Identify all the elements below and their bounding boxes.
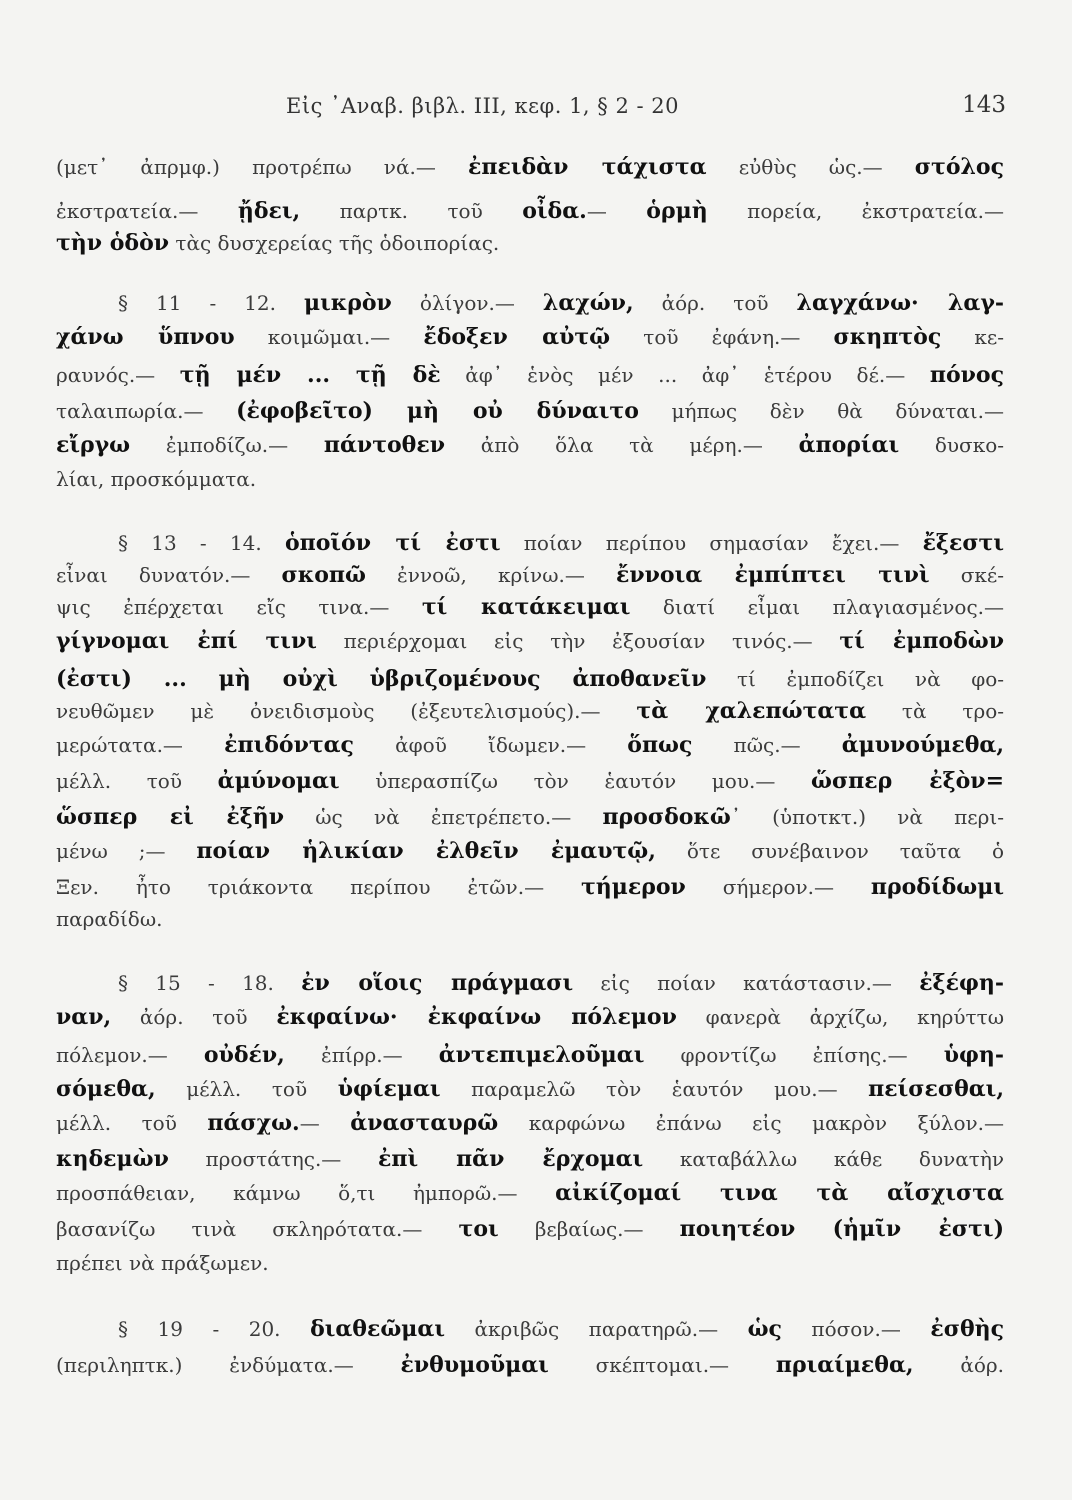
gloss-text: διατί εἶμαι πλαγιασμένος.—	[630, 595, 1005, 619]
gloss-text: παρτκ. τοῦ	[300, 199, 523, 223]
gloss-text: πρέπει νὰ πράξωμεν.	[56, 1251, 269, 1275]
lemma-term: τὰ χαλεπώτατα	[636, 698, 867, 724]
text-line	[56, 528, 1004, 558]
lemma-term: ἔδοξεν αὐτῷ	[423, 324, 611, 350]
gloss-text: ἀόρ.	[913, 1353, 1004, 1377]
gloss-text: καταβάλλω κάθε δυνατὴν	[643, 1147, 1004, 1171]
lemma-term: ὥσπερ εἰ ἐξῆν	[56, 804, 284, 830]
text-line	[56, 730, 1004, 760]
text-line	[56, 1214, 1004, 1244]
running-head	[56, 92, 1006, 126]
lemma-term: ὁποῖόν τί ἐστι	[284, 530, 501, 556]
gloss-text: τὰ τρο-	[866, 699, 1004, 723]
gloss-text: σκέ-	[929, 563, 1004, 587]
gloss-text: κε-	[941, 325, 1004, 349]
lemma-term: ὥσπερ ἐξὸν=	[811, 768, 1005, 794]
gloss-text: ἐπίρρ.—	[284, 1043, 439, 1067]
text-line	[56, 836, 1004, 866]
lemma-term: ἀνασταυρῶ	[350, 1110, 499, 1136]
text-line	[56, 968, 1004, 998]
lemma-term: διαθεῶμαι	[310, 1316, 445, 1342]
gloss-text: μήπως δὲν θὰ δύναται.—	[638, 399, 1004, 423]
gloss-text: πόσον.—	[781, 1317, 931, 1341]
gloss-text: βασανίζω τινὰ σκληρότατα.—	[56, 1217, 459, 1241]
lemma-term: εἴργω	[56, 432, 131, 458]
lemma-term: ἀντεπιμελοῦμαι	[438, 1042, 645, 1068]
lemma-term: λαχών,	[542, 290, 634, 316]
lemma-term: ἔννοια ἐμπίπτει τινὶ	[616, 562, 930, 588]
text-line	[56, 802, 1004, 832]
gloss-text: σήμερον.—	[685, 875, 871, 899]
lemma-term: τῇ μέν ... τῇ δὲ	[179, 362, 441, 388]
text-line	[56, 872, 1004, 902]
lemma-term: ποιητέον (ἡμῖν ἐστι)	[679, 1216, 1004, 1242]
lemma-term: τοι	[458, 1216, 499, 1242]
text-line	[56, 152, 1004, 182]
gloss-text: παραδίδω.	[56, 907, 163, 931]
gloss-text: ψις ἐπέρχεται εἴς τινα.—	[56, 595, 422, 619]
text-line	[56, 360, 1004, 390]
text-line	[56, 322, 1004, 352]
lemma-term: ᾔδει,	[237, 198, 301, 224]
gloss-text: νευθῶμεν μὲ ὀνειδισμοὺς (ἐξευτελισμούς).—	[56, 699, 637, 723]
lemma-term: ἐξέφη-	[919, 970, 1004, 996]
lemma-term: ἀπορίαι	[798, 432, 900, 458]
gloss-text: ἀόρ. τοῦ	[111, 1005, 277, 1029]
gloss-text: φροντίζω ἐπίσης.—	[644, 1043, 944, 1067]
lemma-term: ποίαν ἡλικίαν ἐλθεῖν ἐμαυτῷ,	[196, 838, 656, 864]
text-line	[56, 766, 1004, 796]
lemma-term: ἐκφαίνω· ἐκφαίνω πόλεμον	[276, 1004, 677, 1030]
gloss-text: (περιληπτκ.) ἐνδύματα.—	[56, 1353, 401, 1377]
text-line	[56, 1248, 1004, 1278]
lemma-term: μικρὸν	[304, 290, 392, 316]
text-line	[56, 1108, 1004, 1138]
gloss-text: σκέπτομαι.—	[548, 1353, 776, 1377]
gloss-text: τὰς δυσχερείας τῆς ὁδοιπορίας.	[169, 231, 500, 255]
lemma-term: (ἐστι) ... μὴ οὐχὶ ὑβριζομένους ἀποθανεῖν	[56, 666, 707, 692]
gloss-text: μέλλ. τοῦ	[56, 769, 218, 793]
gloss-text: εἰς ποίαν κατάστασιν.—	[573, 971, 920, 995]
text-line	[56, 1002, 1004, 1032]
text-line	[56, 464, 1004, 494]
text-line	[56, 1178, 1004, 1208]
gloss-text: ἀκριβῶς παρατηρῶ.—	[444, 1317, 748, 1341]
gloss-text: εἶναι δυνατόν.—	[56, 563, 282, 587]
gloss-text: προστάτης.—	[168, 1147, 378, 1171]
gloss-text: ὑπερασπίζω τὸν ἑαυτόν μου.—	[339, 769, 811, 793]
lemma-term: στόλος	[914, 154, 1004, 180]
lemma-term: ἐνθυμοῦμαι	[400, 1352, 549, 1378]
gloss-text: —	[299, 1111, 351, 1135]
lemma-term: γίγνομαι ἐπί τινι	[56, 628, 317, 654]
gloss-text: περιέρχομαι εἰς τὴν ἐξουσίαν τινός.—	[316, 629, 840, 653]
lemma-term: προσδοκῶ	[602, 804, 731, 830]
lemma-term: τὴν ὁδὸν	[56, 230, 170, 256]
gloss-text: πόλεμον.—	[56, 1043, 204, 1067]
gloss-text: ἀφ᾿ ἑνὸς μέν ... ἀφ᾿ ἑτέρου δέ.—	[440, 363, 930, 387]
lemma-term: σόμεθα,	[56, 1076, 156, 1102]
lemma-term: ἀμύνομαι	[217, 768, 340, 794]
lemma-term: σκηπτὸς	[833, 324, 942, 350]
lemma-term: πάσχω.	[207, 1110, 300, 1136]
lemma-term: οὐδέν,	[203, 1042, 285, 1068]
text-line	[56, 1144, 1004, 1174]
gloss-text: ὀλίγον.—	[391, 291, 543, 315]
lemma-term: πείσεσθαι,	[868, 1076, 1004, 1102]
lemma-term: ἔξεστι	[922, 530, 1005, 556]
lemma-term: ἐπειδὰν τάχιστα	[467, 154, 707, 180]
gloss-text: § 19 - 20.	[118, 1317, 311, 1341]
gloss-text: ὡς νὰ ἐπετρέπετο.—	[284, 805, 603, 829]
text-line	[56, 430, 1004, 460]
text-line	[56, 696, 1004, 726]
gloss-text: —	[586, 199, 647, 223]
text-line	[56, 396, 1004, 426]
gloss-text: πορεία, ἐκστρατεία.—	[707, 199, 1005, 223]
lemma-term: ἐπὶ πᾶν ἔρχομαι	[377, 1146, 644, 1172]
gloss-text: καρφώνω ἐπάνω εἰς μακρὸν ξύλον.—	[498, 1111, 1004, 1135]
lemma-term: ὁρμὴ	[646, 198, 708, 224]
text-line	[56, 904, 1004, 934]
lemma-term: ἀμυνούμεθα,	[841, 732, 1004, 758]
gloss-text: δυσκο-	[899, 433, 1004, 457]
lemma-term: ἐσθὴς	[930, 1316, 1005, 1342]
lemma-term: τί κατάκειμαι	[421, 594, 631, 620]
gloss-text: ραυνός.—	[56, 363, 180, 387]
lemma-term: αἰκίζομαί τινα τὰ αἴσχιστα	[555, 1180, 1004, 1206]
gloss-text: ἐκστρατεία.—	[56, 199, 238, 223]
lemma-term: λαγχάνω· λαγ-	[796, 290, 1004, 316]
lemma-term: ὅπως	[627, 732, 693, 758]
gloss-text: ἐμποδίζω.—	[130, 433, 324, 457]
gloss-text: ἀπὸ ὅλα τὰ μέρη.—	[444, 433, 799, 457]
gloss-text: μέλλ. τοῦ	[155, 1077, 338, 1101]
gloss-text: κοιμῶμαι.—	[234, 325, 424, 349]
gloss-text: φανερὰ ἀρχίζω, κηρύττω	[676, 1005, 1004, 1029]
gloss-text: εὐθὺς ὡς.—	[706, 155, 915, 179]
gloss-text: τί ἐμποδίζει νὰ φο-	[706, 667, 1004, 691]
text-line	[56, 288, 1004, 318]
text-line	[56, 1350, 1004, 1380]
lemma-term: πάντοθεν	[323, 432, 445, 458]
text-line	[56, 560, 1004, 590]
lemma-term: σκοπῶ	[281, 562, 366, 588]
gloss-text: μέλλ. τοῦ	[56, 1111, 208, 1135]
lemma-term: ὑφη-	[943, 1042, 1004, 1068]
lemma-term: ἐν οἵοις πράγμασι	[301, 970, 574, 996]
lemma-term: ὡς	[747, 1316, 782, 1342]
lemma-term: κηδεμὼν	[56, 1146, 169, 1172]
text-line	[56, 1074, 1004, 1104]
lemma-term: προδίδωμι	[870, 874, 1004, 900]
text-line	[56, 1040, 1004, 1070]
gloss-text: παραμελῶ τὸν ἑαυτόν μου.—	[440, 1077, 869, 1101]
text-line	[56, 626, 1004, 656]
gloss-text: πῶς.—	[692, 733, 842, 757]
gloss-text: λίαι, προσκόμματα.	[56, 467, 257, 491]
lemma-term: τί ἐμποδὼν	[839, 628, 1004, 654]
lemma-term: πριαίμεθα,	[775, 1352, 914, 1378]
text-line	[56, 228, 1004, 258]
gloss-text: μένω ;—	[56, 839, 197, 863]
running-title: Εἰς ᾿Αναβ. βιβλ. III, κεφ. 1, § 2 - 20	[286, 94, 679, 118]
lemma-term: τήμερον	[580, 874, 686, 900]
gloss-text: ὅτε συνέβαινον ταῦτα ὁ	[655, 839, 1004, 863]
gloss-text: μερώτατα.—	[56, 733, 225, 757]
lemma-term: πόνος	[929, 362, 1004, 388]
gloss-text: ἐννοῶ, κρίνω.—	[365, 563, 617, 587]
gloss-text: Ξεν. ἦτο τριάκοντα περίπου ἐτῶν.—	[56, 875, 581, 899]
lemma-term: χάνω ὕπνου	[56, 324, 235, 350]
gloss-text: ᾿ (ὑποτκτ.) νὰ περι-	[730, 805, 1004, 829]
lemma-term: οἶδα.	[522, 198, 587, 224]
page-number: 143	[962, 92, 1006, 118]
text-line	[56, 1314, 1004, 1344]
text-line	[56, 592, 1004, 622]
gloss-text: βεβαίως.—	[498, 1217, 680, 1241]
lemma-term: ναν,	[56, 1004, 112, 1030]
gloss-text: ποίαν περίπου σημασίαν ἔχει.—	[500, 531, 923, 555]
gloss-text: προσπάθειαν, κάμνω ὅ,τι ἠμπορῶ.—	[56, 1181, 556, 1205]
gloss-text: § 15 - 18.	[118, 971, 302, 995]
gloss-text: ἀφοῦ ἴδωμεν.—	[353, 733, 628, 757]
gloss-text: § 11 - 12.	[118, 291, 305, 315]
gloss-text: (μετ᾿ ἀπρμφ.) προτρέπω νά.—	[56, 155, 468, 179]
lemma-term: ἐπιδόντας	[224, 732, 354, 758]
gloss-text: ταλαιπωρία.—	[56, 399, 237, 423]
gloss-text: ἀόρ. τοῦ	[633, 291, 797, 315]
text-line	[56, 664, 1004, 694]
gloss-text: τοῦ ἐφάνη.—	[610, 325, 834, 349]
text-line	[56, 196, 1004, 226]
lemma-term: ὑφίεμαι	[337, 1076, 441, 1102]
gloss-text: § 13 - 14.	[118, 531, 285, 555]
lemma-term: (ἐφοβεῖτο) μὴ οὐ δύναιτο	[236, 398, 639, 424]
